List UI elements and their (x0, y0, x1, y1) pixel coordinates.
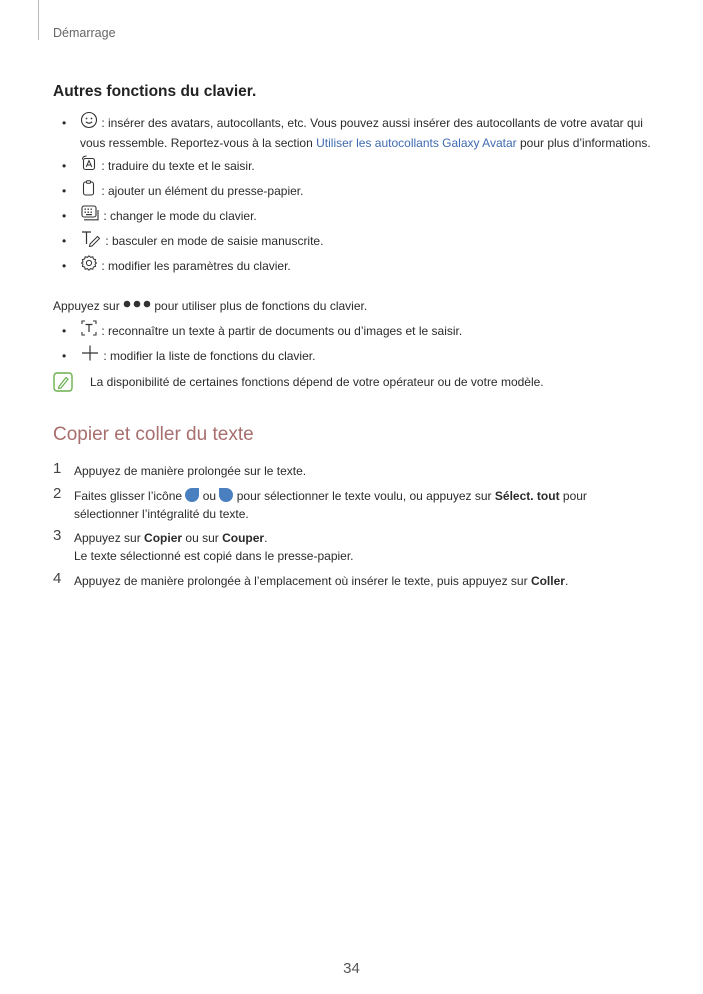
step-text: . (264, 531, 268, 545)
list-item (53, 257, 653, 277)
item-text: : reconnaître un texte à partir de documents ou d’images et le saisir. (98, 324, 463, 339)
list-item (53, 207, 653, 227)
bullet: • (62, 116, 67, 130)
step-subtext: Le texte sélectionné est copié dans le presse-papier. (74, 549, 354, 563)
text-extract-icon (80, 319, 98, 342)
copy-label: Copier (144, 531, 183, 545)
step-item (53, 487, 653, 523)
gear-icon (80, 254, 98, 277)
step-text: Appuyez sur (74, 531, 145, 545)
item-text: : traduire du texte et le saisir. (98, 159, 255, 174)
item-text: : changer le mode du clavier. (100, 209, 257, 224)
item-text: : modifier les paramètres du clavier. (98, 259, 291, 274)
bullet: • (62, 324, 67, 338)
header-section: Démarrage (53, 26, 116, 40)
copy-paste-steps (53, 462, 653, 597)
note-icon (53, 372, 73, 397)
cut-label: Couper (222, 531, 265, 545)
step-text: ou (199, 489, 220, 503)
bullet: • (62, 259, 67, 273)
step-text: pour sélectionner le texte voulu, ou appuyez sur (233, 489, 495, 503)
step-text: . (564, 574, 569, 588)
translate-icon (80, 154, 98, 177)
bullet: • (62, 349, 67, 363)
clipboard-icon (80, 179, 98, 202)
select-all-label: Sélect. tout (494, 489, 560, 503)
more-functions-list (53, 322, 653, 372)
selection-handle-left-icon (185, 488, 199, 502)
step-number: 3 (53, 527, 62, 544)
selection-handle-right-icon (219, 488, 233, 502)
more-text-end: pour utiliser plus de fonctions du clavier. (151, 299, 368, 313)
note (53, 372, 544, 397)
step-item (53, 529, 653, 565)
paste-label: Coller (530, 574, 565, 588)
emoji-icon (80, 111, 98, 134)
more-text-start: Appuyez sur (53, 299, 124, 313)
step-text: Appuyez de manière prolongée sur le texte. (74, 464, 307, 478)
bullet: • (62, 209, 67, 223)
list-item (53, 347, 653, 367)
step-text: Appuyez de manière prolongée à l’emplacement où insérer le texte, puis appuyez sur (74, 574, 531, 588)
step-number: 2 (53, 485, 62, 502)
page-number: 34 (343, 960, 360, 977)
item-text-end: pour plus d’informations. (516, 136, 651, 150)
keyboard-icon (80, 204, 100, 227)
bullet: • (62, 159, 67, 173)
plus-icon (80, 344, 100, 367)
handwriting-icon (80, 229, 102, 252)
list-item (53, 232, 653, 252)
list-item (53, 182, 653, 202)
more-functions-paragraph (53, 297, 367, 315)
list-item (53, 157, 653, 177)
step-text: ou sur (182, 531, 223, 545)
keyboard-functions-list (53, 114, 653, 282)
copy-paste-heading: Copier et coller du texte (53, 424, 254, 445)
more-options-icon (123, 296, 151, 314)
bullet: • (62, 184, 67, 198)
item-text: : ajouter un élément du presse-papier. (98, 184, 304, 199)
list-item (53, 322, 653, 342)
step-item (53, 462, 653, 480)
item-text: : basculer en mode de saisie manuscrite. (102, 234, 324, 249)
avatar-stickers-link[interactable]: Utiliser les autocollants Galaxy Avatar (316, 136, 517, 150)
step-text: Faites glisser l’icône (74, 489, 186, 503)
step-text: pour sélectionner l’intégralité du texte. (74, 489, 587, 521)
bullet: • (62, 234, 67, 248)
item-text: : insérer des avatars, autocollants, etc. Vous pouvez aussi insérer des autocollants de votre avatar qui vous ressemble. Reportez-vous à la section (80, 116, 643, 150)
list-item (53, 114, 653, 152)
step-number: 4 (53, 570, 62, 587)
keyboard-functions-title: Autres fonctions du clavier. (53, 83, 257, 100)
header-rule (38, 0, 39, 40)
step-item (53, 572, 653, 590)
item-text: : modifier la liste de fonctions du clavier. (100, 349, 316, 364)
step-number: 1 (53, 460, 62, 477)
note-text: La disponibilité de certaines fonctions dépend de votre opérateur ou de votre modèle. (90, 375, 544, 389)
